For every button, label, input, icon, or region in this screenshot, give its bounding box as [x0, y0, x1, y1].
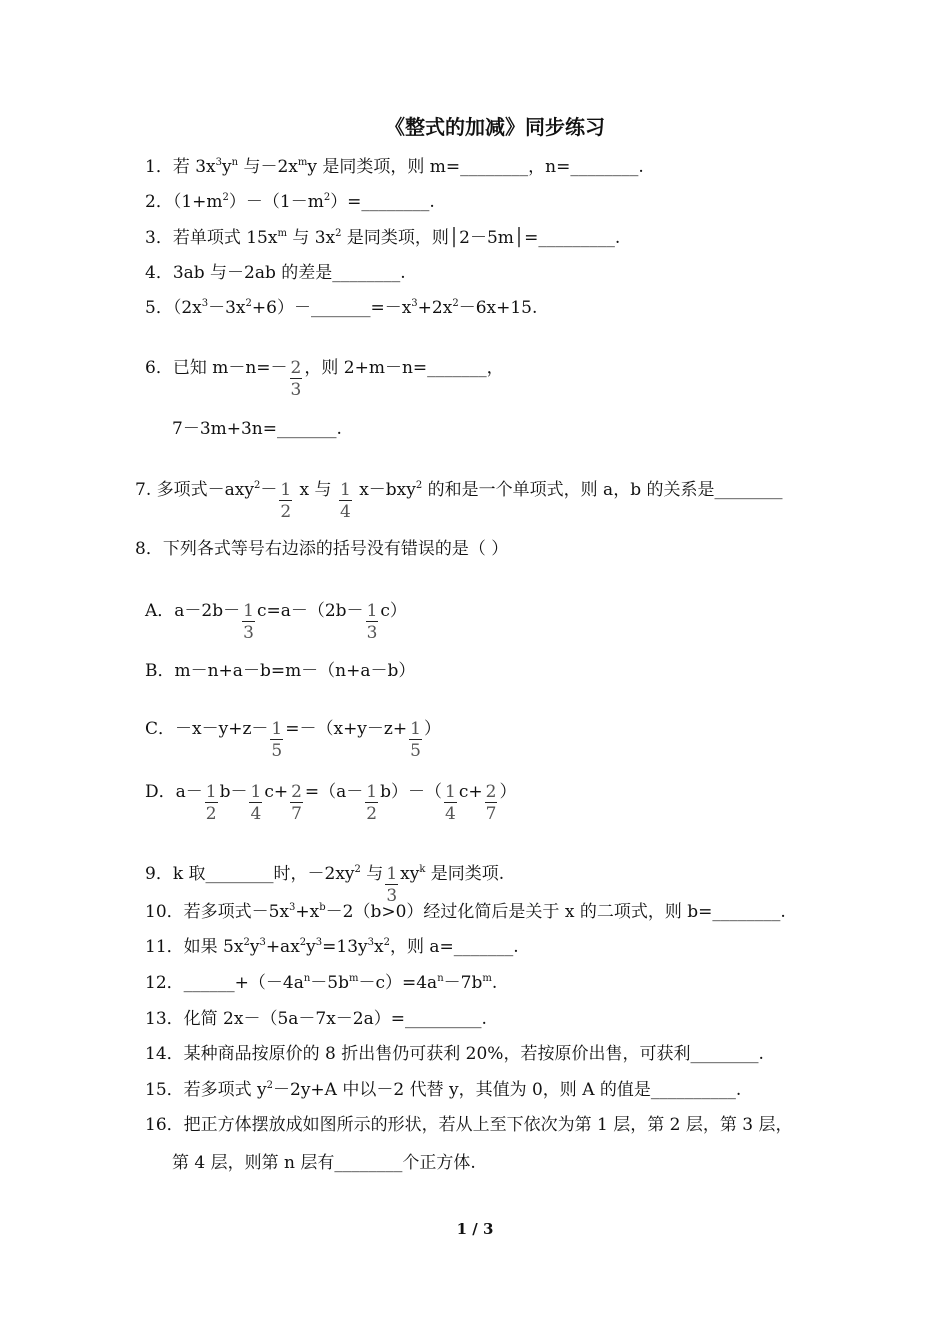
fraction: $\frac{2}{7}$	[485, 782, 497, 824]
question-10: 10．若多项式$-5x^3+x^b-2(b>0)$经过化简后是关于 x 的二项式，则 b=________.	[145, 902, 786, 922]
question-16-part-2: 第 4 层，则第 n 层有________个正方体.	[172, 1153, 476, 1173]
option-a: A．a－2b－ $\frac{1}{3}$ c=a－（2b－ $\frac{1}{3}$ c）	[145, 601, 407, 643]
question-15: 15．若多项式 $y^2-2y+A$ 中以－2 代替 y，其值为 0，则 A 的值是__________.	[145, 1080, 742, 1100]
fraction: $\frac{1}{3}$	[386, 864, 398, 906]
question-9: 9．k 取________时，$-2xy^2$ 与 $\frac{1}{3}$ $xy^k$ 是同类项.	[145, 864, 505, 906]
question-8: 8．下列各式等号右边添的括号没有错误的是（ ）	[135, 539, 509, 559]
fraction: $\frac{1}{3}$	[366, 601, 378, 643]
question-1: 1．若 $3x^3y^n$ 与$-2x^my$ 是同类项，则 m=________，n=________.	[145, 157, 644, 177]
question-4: 4．3ab 与－2ab 的差是________.	[145, 263, 406, 283]
question-13: 13．化简 2x－（5a－7x－2a）=_________.	[145, 1009, 487, 1029]
question-12: 12．$\_\_\_\_\_\_+(-4a^n-5b^m-c)=4a^n-7b^m$.	[145, 973, 498, 993]
fraction: $\frac{1}{4}$	[339, 480, 351, 522]
question-6-part-2: 7－3m+3n=_______.	[172, 419, 342, 439]
question-11: 11．如果 $5x^2y^3+ax^2y^3=13y^3x^2$，则 a=_______.	[145, 937, 519, 957]
fraction: $\frac{1}{2}$	[366, 782, 378, 824]
option-b: B．m－n+a－b=m－（n+a－b）	[145, 661, 416, 681]
fraction: $\frac{1}{3}$	[243, 601, 254, 643]
document-title: 《整式的加减》同步练习	[385, 115, 605, 139]
option-c: C．－x－y+z－ $\frac{1}{5}$ =－（x+y－z+ $\frac{1}{5}$ ）	[145, 719, 441, 761]
option-d: D．a－ $\frac{1}{2}$ b－ $\frac{1}{4}$ c+ $\frac{2}{7}$ =（a－ $\frac{1}{2}$ b）－（ $\frac{1}{4}$ c+ $\frac{2}{7}$ ）	[145, 782, 517, 824]
fraction: $\frac{2}{3}$	[290, 358, 302, 400]
fraction: $\frac{1}{4}$	[445, 782, 456, 824]
page-number: 1 / 3	[456, 1220, 494, 1238]
question-7: 7. 多项式－axy$^2$－ $\frac{1}{2}$ x 与 $\frac{1}{4}$ x－bxy$^2$ 的和是一个单项式，则 a，b 的关系是________	[135, 480, 783, 522]
fraction: $\frac{1}{2}$	[280, 480, 292, 522]
question-3: 3．若单项式 $15x^m$ 与 $3x^2$ 是同类项，则│2－5m│=_________.	[145, 228, 621, 248]
fraction: $\frac{2}{7}$	[291, 782, 302, 824]
question-5: 5．$(2x^3-3x^2+6)-\_\_\_\_\_\_\_=-x^3+2x^2-6x+15$.	[145, 298, 538, 318]
question-16: 16．把正方体摆放成如图所示的形状，若从上至下依次为第 1 层，第 2 层，第 3 层，	[145, 1115, 793, 1135]
question-2: 2．$(1+m^2)-(1-m^2)=\_\_\_\_\_\_\_\_$.	[145, 192, 435, 212]
fraction: $\frac{1}{2}$	[205, 782, 217, 824]
question-14: 14．某种商品按原价的 8 折出售仍可获利 20%，若按原价出售，可获利________.	[145, 1044, 764, 1064]
fraction: $\frac{1}{4}$	[250, 782, 262, 824]
question-6: 6．已知 m－n=－ $\frac{2}{3}$ ，则 2+m－n=_______，	[145, 358, 504, 400]
fraction: $\frac{1}{5}$	[410, 719, 421, 761]
fraction: $\frac{1}{5}$	[271, 719, 283, 761]
